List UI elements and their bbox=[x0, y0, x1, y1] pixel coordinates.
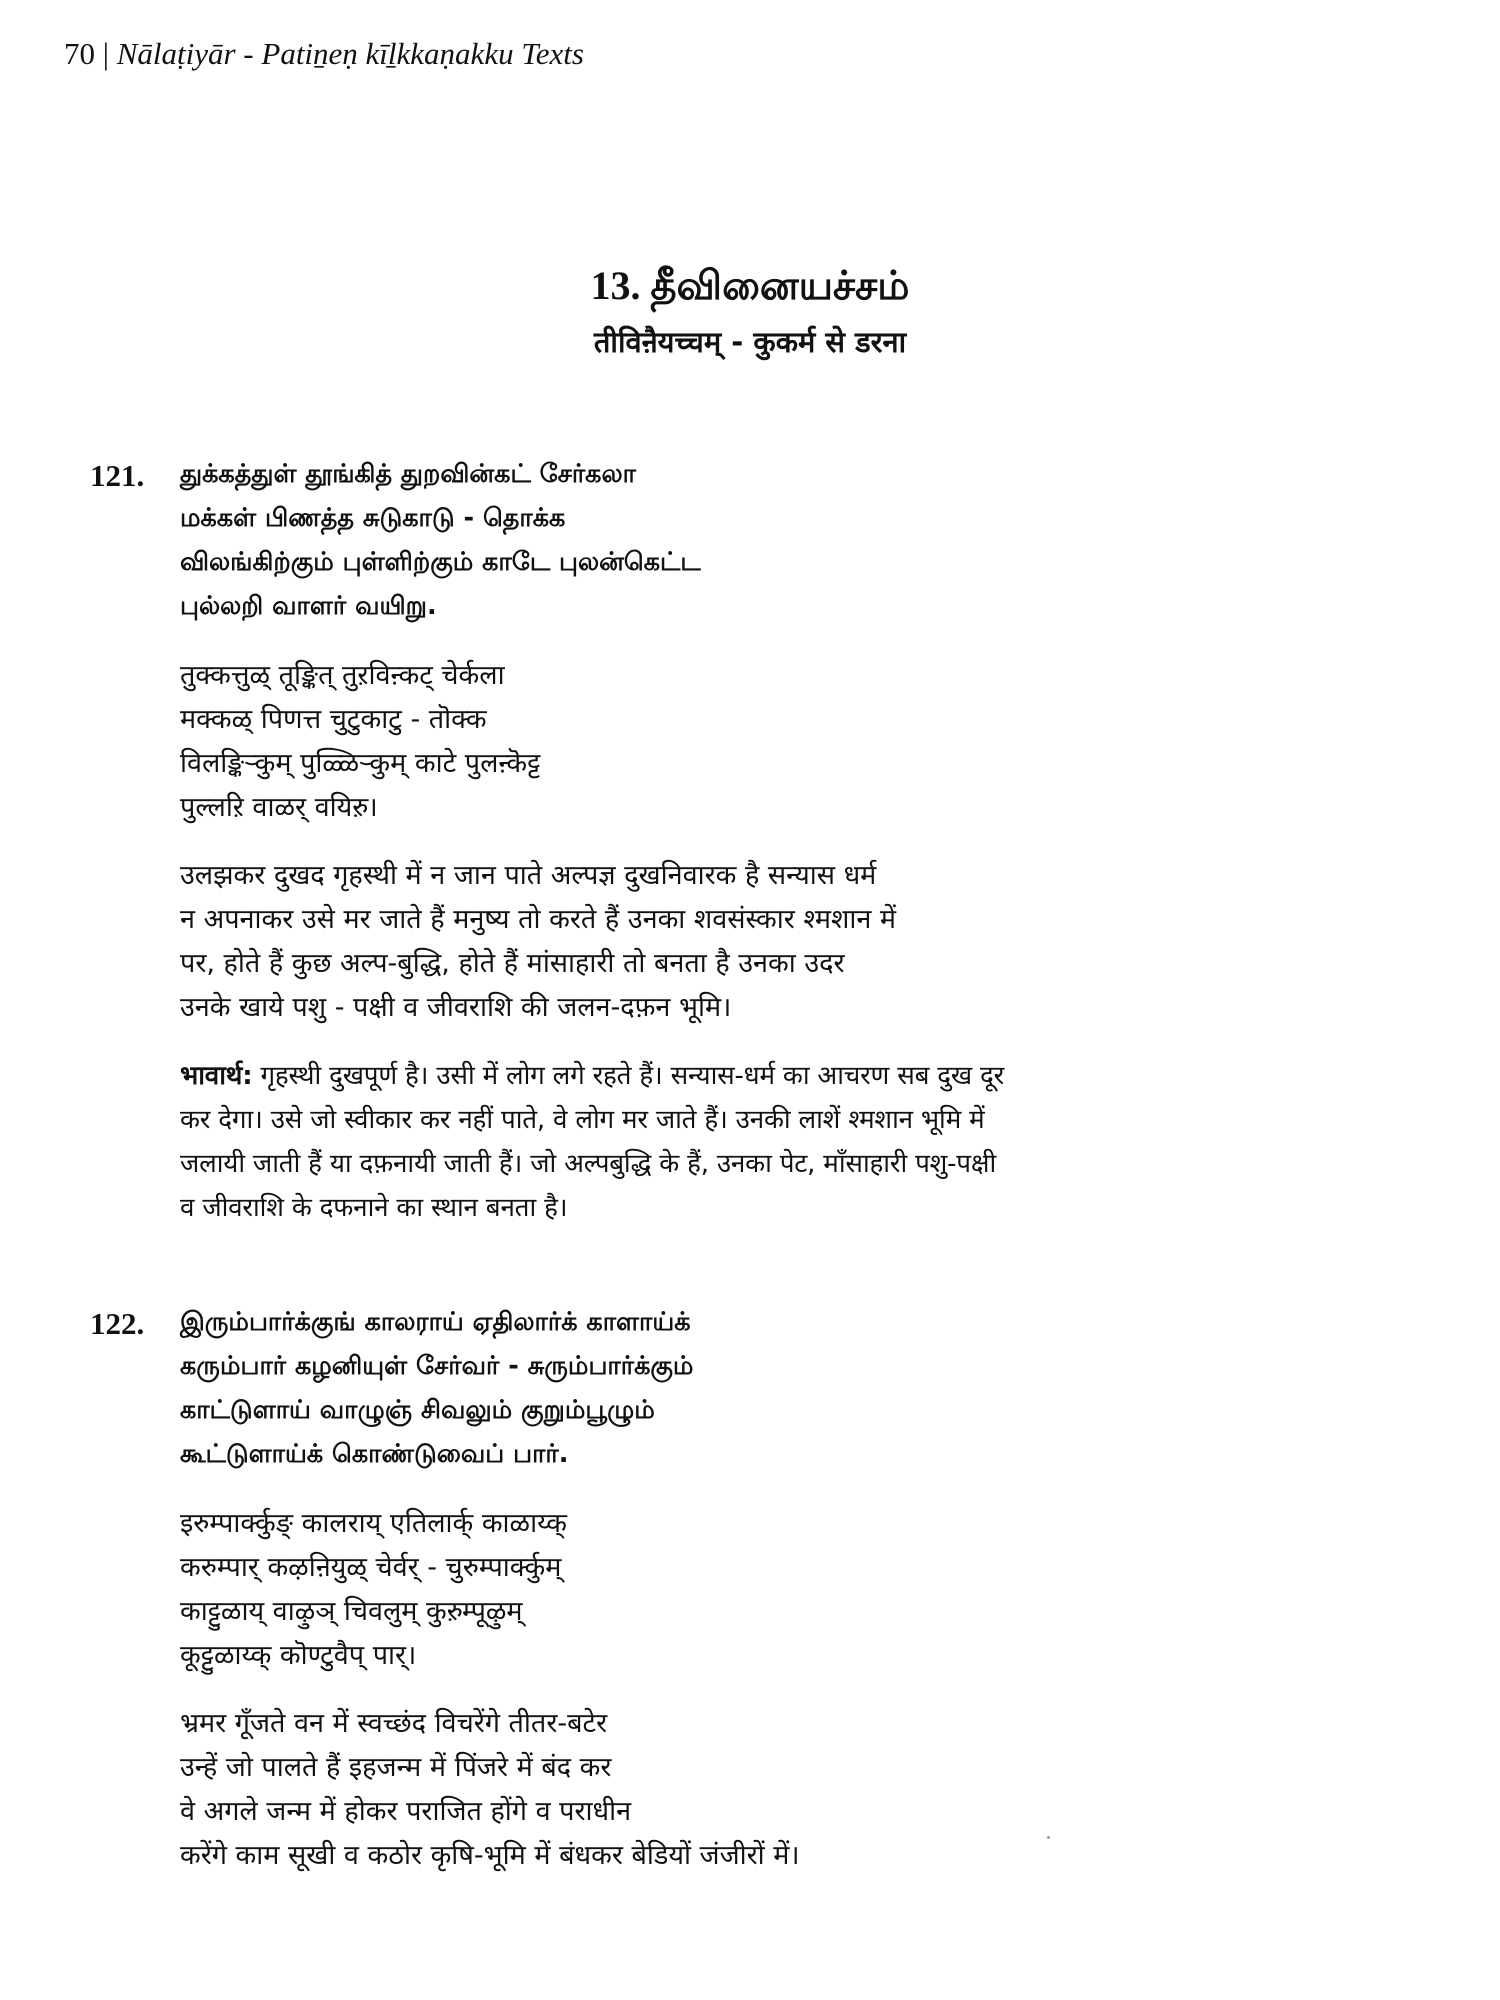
hindi-verse-line: न अपनाकर उसे मर जाते हैं मनुष्य तो करते हैं उनका शवसंस्कार श्मशान में bbox=[180, 904, 897, 935]
hindi-verse-line: वे अगले जन्म में होकर पराजित होंगे व पराधीन bbox=[180, 1796, 632, 1827]
meaning-label: भावार्थ: bbox=[180, 1061, 253, 1091]
tamil-line: துக்கத்துள் தூங்கித் துறவின்கட் சேர்கலா bbox=[180, 459, 636, 489]
chapter-subtitle: तीविऩैयच्चम् - कुकर्म से डरना bbox=[593, 325, 907, 359]
chapter-heading bbox=[0, 258, 1500, 364]
hindi-verse-line: उनके खाये पशु - पक्षी व जीवराशि की जलन-दफ़न भूमि। bbox=[180, 992, 732, 1023]
transliteration-line: विलङ्किऱ्कुम् पुळ्ळिऱ्कुम् काटे पुलऩ्कॆट्ट bbox=[180, 748, 541, 779]
hindi-verse bbox=[180, 1702, 1384, 1878]
book-title: Nālaṭiyār - Patiṉeṇ kīḻkkaṇakku Texts bbox=[116, 36, 584, 71]
tamil-verse bbox=[180, 1300, 1384, 1476]
meaning-line: जलायी जाती हैं या दफ़नायी जाती हैं। जो अल्पबुद्धि के हैं, उनका पेट, माँसाहारी पशु-पक्षी bbox=[180, 1149, 997, 1179]
tamil-line: மக்கள் பிணத்த சுடுகாடு - தொக்க bbox=[180, 503, 566, 533]
hindi-verse-line: भ्रमर गूँजते वन में स्वच्छंद विचरेंगे तीतर-बटेर bbox=[180, 1708, 608, 1739]
verse-121 bbox=[64, 452, 1384, 1230]
transliteration-line: तुक्कत्तुळ् तूङ्कित् तुऱविऩ्कट् चेर्कला bbox=[180, 660, 505, 691]
meaning-line bbox=[180, 1054, 1368, 1098]
transliteration-line: करुम्पार् कऴऩियुळ् चेर्वर् - चुरुम्पार्क्कुम् bbox=[180, 1552, 562, 1583]
running-header bbox=[64, 34, 584, 74]
meaning-paragraph bbox=[180, 1054, 1368, 1230]
transliteration-line: इरुम्पार्क्कुङ् कालराय् एतिलार्क् काळाय्क् bbox=[180, 1508, 567, 1539]
tamil-line: காட்டுளாய் வாழுஞ் சிவலும் குறும்பூழும் bbox=[180, 1395, 655, 1425]
transliteration-line: पुल्लऱि वाळर् वयिऱु। bbox=[180, 792, 378, 823]
tamil-line: கரும்பார் கழனியுள் சேர்வர் - சுரும்பார்க்கும் bbox=[180, 1351, 694, 1381]
hindi-verse-line: उन्हें जो पालते हैं इहजन्म में पिंजरे में बंद कर bbox=[180, 1752, 612, 1783]
transliteration-line: कूट्टुळाय्क् कॊण्टुवैप् पार्। bbox=[180, 1640, 417, 1671]
meaning-line: व जीवराशि के दफनाने का स्थान बनता है। bbox=[180, 1193, 568, 1223]
hindi-verse-line: उलझकर दुखद गृहस्थी में न जान पाते अल्पज्ञ दुखनिवारक है सन्यास धर्म bbox=[180, 860, 877, 891]
tamil-line: இரும்பார்க்குங் காலராய் ஏதிலார்க் காளாய்க் bbox=[180, 1307, 691, 1337]
meaning-line: कर देगा। उसे जो स्वीकार कर नहीं पाते, वे लोग मर जाते हैं। उनकी लाशें श्मशान भूमि में bbox=[180, 1105, 985, 1135]
hindi-verse-line: करेंगे काम सूखी व कठोर कृषि-भूमि में बंधकर बेडियों जंजीरों में। bbox=[180, 1840, 800, 1871]
transliteration-line: काट्टुळाय् वाऴुञ् चिवलुम् कुऱुम्पूऴुम् bbox=[180, 1596, 523, 1627]
chapter-title: 13. தீவினையச்சம் bbox=[590, 263, 910, 308]
tamil-line: புல்லறி வாளர் வயிறு. bbox=[180, 591, 437, 621]
tamil-verse bbox=[180, 452, 1384, 628]
transliteration bbox=[180, 654, 1384, 830]
header-separator: | bbox=[102, 36, 109, 71]
hindi-verse bbox=[180, 854, 1384, 1030]
verse-number: 122. bbox=[90, 1306, 145, 1341]
verse-122 bbox=[64, 1300, 1384, 1878]
verse-number: 121. bbox=[90, 458, 145, 493]
page-number: 70 bbox=[64, 36, 95, 71]
hindi-verse-line: पर, होते हैं कुछ अल्प-बुद्धि, होते हैं मांसाहारी तो बनता है उनका उदर bbox=[180, 948, 845, 979]
transliteration bbox=[180, 1502, 1384, 1678]
tamil-line: கூட்டுளாய்க் கொண்டுவைப் பார். bbox=[180, 1439, 569, 1469]
scan-speck bbox=[1047, 1836, 1050, 1839]
tamil-line: விலங்கிற்கும் புள்ளிற்கும் காடே புலன்கெட்ட bbox=[180, 547, 701, 577]
meaning-text: गृहस्थी दुखपूर्ण है। उसी में लोग लगे रहते हैं। सन्यास-धर्म का आचरण सब दुख दूर bbox=[252, 1061, 1005, 1091]
transliteration-line: मक्कळ् पिणत्त चुटुकाटु - तॊक्क bbox=[180, 704, 487, 735]
